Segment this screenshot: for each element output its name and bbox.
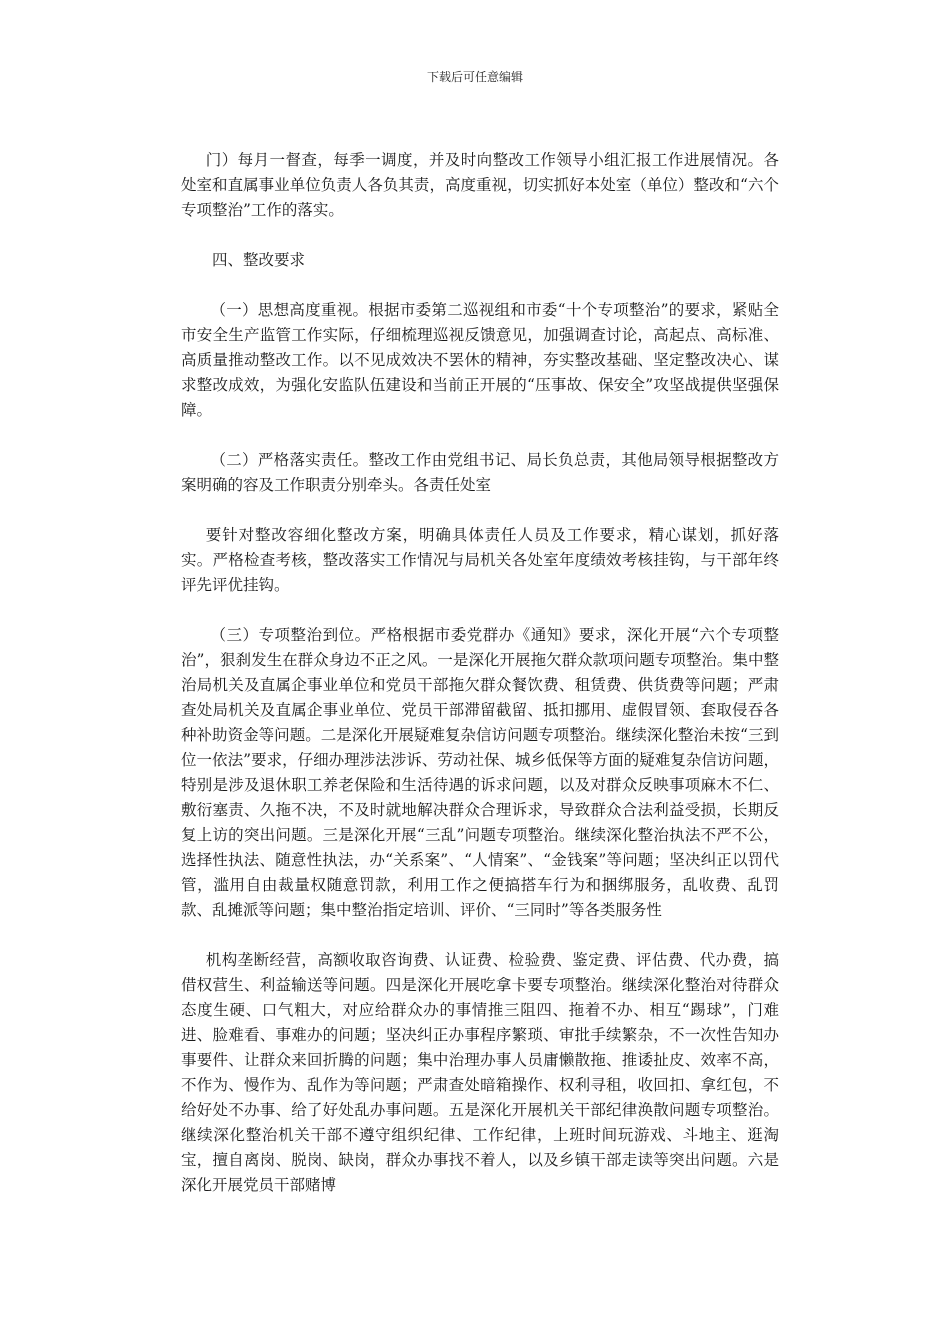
document-body — [181, 148, 779, 1198]
paragraph-item-1: （一）思想高度重视。根据市委第二巡视组和市委“十个专项整治”的要求，紧贴全市安全生产监管工作实际，仔细梳理巡视反馈意见，加强调查讨论，高起点、高标准、高质量推动整改工作。以不见成效决不罢休的精神，夯实整改基础、坚定整改决心、谋求整改成效，为强化安监队伍建设和当前正开展的“压事故、保安全”攻坚战提供坚强保障。 — [181, 301, 779, 419]
paragraph-item-2: （二）严格落实责任。整改工作由党组书记、局长负总责，其他局领导根据整改方案明确的容及工作职责分别牵头。各责任处室 — [181, 451, 779, 494]
paragraph-item-2-cont: 要针对整改容细化整改方案，明确具体责任人员及工作要求，精心谋划，抓好落实。严格检查考核，整改落实工作情况与局机关各处室年度绩效考核挂钩，与干部年终评先评优挂钩。 — [181, 526, 779, 594]
paragraph-item-3-cont: 机构垄断经营，高额收取咨询费、认证费、检验费、鉴定费、评估费、代办费，搞借权营生、利益输送等问题。四是深化开展吃拿卡要专项整治。继续深化整治对待群众态度生硬、口气粗大，对应给群众办的事情推三阻四、拖着不办、相互“踢球”，门难进、脸难看、事难办的问题；坚决纠正办事程序繁琐、审批手续繁杂，不一次性告知办事要件、让群众来回折腾的问题；集中治理办事人员庸懒散拖、推诿扯皮、效率不高，不作为、慢作为、乱作为等问题；严肃查处暗箱操作、权利寻租，收回扣、拿红包，不给好处不办事、给了好处乱办事问题。五是深化开展机关干部纪律涣散问题专项整治。继续深化整治机关干部不遵守组织纪律、工作纪律，上班时间玩游戏、斗地主、逛淘宝，擅自离岗、脱岗、缺岗，群众办事找不着人，以及乡镇干部走读等突出问题。六是深化开展党员干部赌博 — [181, 951, 779, 1194]
page-header: 下载后可任意编辑 — [426, 70, 523, 84]
paragraph-item-3: （三）专项整治到位。严格根据市委党群办《通知》要求，深化开展“六个专项整治”，狠刹发生在群众身边不正之风。一是深化开展拖欠群众款项问题专项整治。集中整治局机关及直属企事业单位和党员干部拖欠群众餐饮费、租赁费、供货费等问题；严肃查处局机关及直属企事业单位、党员干部滞留截留、抵扣挪用、虚假冒领、套取侵吞各种补助资金等问题。二是深化开展疑难复杂信访问题专项整治。继续深化整治未按“三到位一依法”要求，仔细办理涉法涉诉、劳动社保、城乡低保等方面的疑难复杂信访问题，特别是涉及退休职工养老保险和生活待遇的诉求问题，以及对群众反映事项麻木不仁、敷衍塞责、久拖不决，不及时就地解决群众合理诉求，导致群众合法利益受损，长期反复上访的突出问题。三是深化开展“三乱”问题专项整治。继续深化整治执法不严不公，选择性执法、随意性执法，办“关系案”、“人情案”、“金钱案”等问题；坚决纠正以罚代管，滥用自由裁量权随意罚款，利用工作之便搞搭车行为和捆绑服务，乱收费、乱罚款、乱摊派等问题；集中整治指定培训、评价、“三同时”等各类服务性 — [181, 626, 779, 919]
paragraph-intro: 门）每月一督查，每季一调度，并及时向整改工作领导小组汇报工作进展情况。各处室和直属事业单位负责人各负其责，高度重视，切实抓好本处室（单位）整改和“六个专项整治”工作的落实。 — [181, 151, 779, 219]
section-heading: 四、整改要求 — [212, 251, 306, 269]
